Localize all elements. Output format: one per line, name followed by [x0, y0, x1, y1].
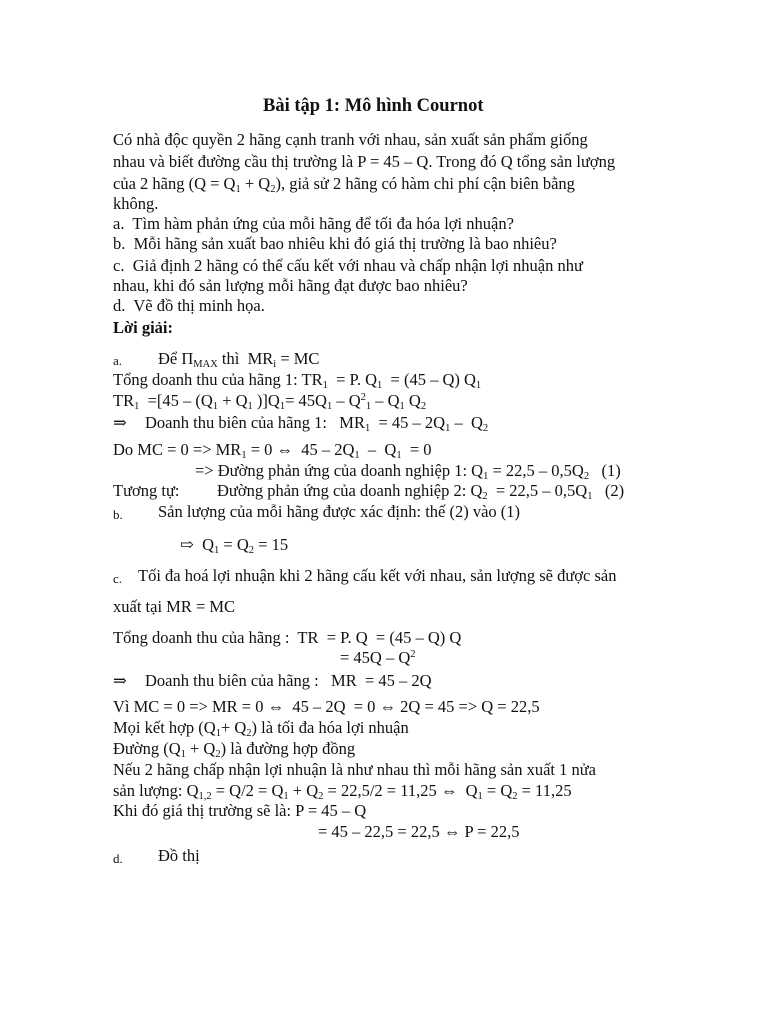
- part-c-line-2: xuất tại MR = MC: [113, 597, 236, 616]
- part-a-line-5: Do MC = $0 => MR_1 = 0$ ⇔ $45 - 2Q_1 - Q_1 = 0$: [113, 440, 432, 461]
- part-a-line-7: Đường phản ứng của doanh nghiệp 2: $Q_2 = 22,5 - 0,5Q_1$ (2): [217, 481, 625, 502]
- problem-line-3: của 2 hãng $(Q = Q_1 + Q_2)$, giả sử 2 hãng có hàm chi phí cận biên bằng: [113, 174, 575, 195]
- part-d-line-1: Đồ thị: [158, 846, 200, 865]
- part-c-line-3: Tổng doanh thu của hãng : TR = P. Q = (45 – Q) Q: [113, 628, 462, 647]
- part-c-line-1: Tối đa hoá lợi nhuận khi 2 hãng cấu kết với nhau, sản lượng sẽ được sản: [138, 566, 617, 585]
- implies-arrow-icon-c: ⇒: [113, 671, 127, 690]
- part-d-label: d.: [113, 851, 123, 866]
- problem-line-4: không.: [113, 194, 159, 213]
- part-a-line-1: Để $\Pi_{MAX}$ thì $MR_i$ = MC: [158, 349, 320, 370]
- part-c-line-12: = 45 – 22,5 = 22,5 ⇔ P = 22,5: [318, 822, 520, 841]
- part-c-line-4: = $45Q - Q^2$: [340, 648, 416, 667]
- part-c-line-10: sản lượng: $Q_{1,2} = Q/2 = Q_1 + Q_2 = 22,5/2 = 11,25$ ⇔ $Q_1 = Q_2 = 11,25$: [113, 781, 572, 802]
- part-a-line-3: $TR_1 =[45 - (Q_1 + Q_1$ )]$Q_1= 45Q_1 - Q^2_1 - Q_1$ $Q_2$: [113, 391, 427, 412]
- question-c-line-2: nhau, khi đó sản lượng mỗi hãng đạt được bao nhiêu?: [113, 276, 468, 295]
- part-c-line-7: Mọi kết hợp $(Q_1+ Q_2)$ là tối đa hóa lợi nhuận: [113, 718, 409, 739]
- question-b: b. Mỗi hãng sản xuất bao nhiêu khi đó giá thị trường là bao nhiêu?: [113, 234, 557, 253]
- part-a-label: a.: [113, 353, 123, 368]
- part-a-line-7-label: Tương tự:: [113, 481, 180, 500]
- part-a-line-2: Tổng doanh thu của hãng 1: $TR_1 = P$. $Q_1 = (45 - Q)$ $Q_1$: [113, 370, 482, 391]
- problem-line-1: Có nhà độc quyền 2 hãng cạnh tranh với nhau, sản xuất sản phẩm giống: [113, 130, 588, 149]
- part-b-line-1: Sản lượng của mỗi hãng được xác định: thế (2) vào (1): [158, 502, 521, 521]
- part-c-label: c.: [113, 571, 123, 586]
- part-c-line-5: Doanh thu biên của hãng : MR = 45 – 2Q: [145, 671, 432, 690]
- part-a-line-4: Doanh thu biên của hãng 1: $MR_1 = 45 - 2Q_1 - Q_2$: [145, 413, 489, 434]
- part-c-line-8: Đường $(Q_1 + Q_2)$ là đường hợp đồng: [113, 739, 356, 760]
- implies-arrow-icon-b: ⇨: [180, 535, 194, 554]
- question-c-line-1: c. Giả định 2 hãng có thể cấu kết với nhau và chấp nhận lợi nhuận như: [113, 256, 583, 275]
- part-b-label: b.: [113, 507, 123, 522]
- part-b-line-2: $Q_1 = Q_2 = 15$: [198, 535, 289, 556]
- solution-heading: Lời giải:: [113, 318, 174, 337]
- question-a: a. Tìm hàm phản ứng của mỗi hãng để tối đa hóa lợi nhuận?: [113, 214, 514, 233]
- question-d: d. Vẽ đồ thị minh họa.: [113, 296, 265, 315]
- implies-arrow-icon: ⇒: [113, 413, 127, 432]
- part-c-line-11: Khi đó giá thị trường sẽ là: P = 45 – Q: [113, 801, 367, 820]
- page-title: Bài tập 1: Mô hình Cournot: [263, 96, 484, 116]
- part-a-line-6: => Đường phản ứng của doanh nghiệp 1: $Q_1 = 22,5 - 0,5Q_2$ (1): [195, 461, 621, 482]
- part-c-line-9: Nếu 2 hãng chấp nhận lợi nhuận là như nhau thì mỗi hãng sản xuất 1 nửa: [113, 760, 597, 779]
- problem-line-2: nhau và biết đường cầu thị trường là P = 45 – Q. Trong đó Q tổng sản lượng: [113, 152, 616, 171]
- part-c-line-6: Vì MC = 0 => MR = 0 ⇔ 45 – 2Q = 0 ⇔ 2Q = 45 => Q = 22,5: [113, 697, 540, 716]
